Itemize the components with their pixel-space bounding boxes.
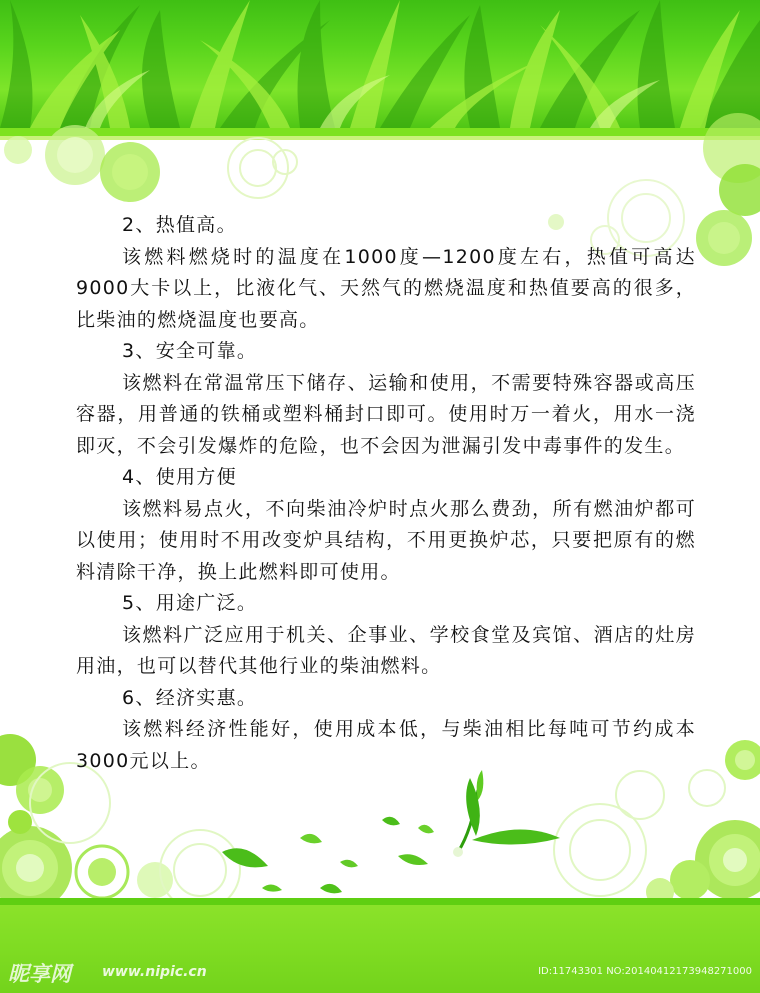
- watermark-url[interactable]: www.nipic.cn: [102, 964, 207, 980]
- watermark-brand: 昵享网: [8, 962, 71, 986]
- section-heading: 2、热值高。: [122, 214, 237, 236]
- section-body: 该燃料广泛应用于机关、企事业、学校食堂及宾馆、酒店的灶房用油，也可以替代其他行业的柴油燃料。: [76, 623, 696, 677]
- section-heading: 6、经济实惠。: [122, 686, 258, 709]
- leaf-icon: [222, 817, 434, 894]
- sprout-icon: [453, 770, 560, 857]
- section-heading: 4、使用方便: [122, 466, 237, 488]
- section-heading: 5、用途广泛。: [122, 592, 258, 614]
- section-body: 该燃料在常温常压下储存、运输和使用，不需要特殊容器或高压容器，用普通的铁桶或塑料桶封口即可。使用时万一着火，用水一浇即灭，不会引发爆炸的危险，也不会因为泄漏引发中毒事件的发生。: [76, 371, 696, 457]
- image-id-label: ID:11743301 NO:20140412173948271000: [538, 966, 752, 977]
- section-body: 该燃料经济性能好，使用成本低，与柴油相比每吨可节约成本3000元以上。: [76, 718, 696, 772]
- article-content: [76, 210, 696, 777]
- section-body: 该燃料燃烧时的温度在1000度—1200度左右，热值可高达9000大卡以上，比液化气、天然气的燃烧温度和热值要高的很多，比柴油的燃烧温度也要高。: [76, 245, 696, 331]
- bottom-divider: [0, 898, 760, 905]
- section-heading: 3、安全可靠。: [122, 340, 258, 362]
- section-body: 该燃料易点火，不向柴油冷炉时点火那么费劲，所有燃油炉都可以使用；使用时不用改变炉具结构，不用更换炉芯，只要把原有的燃料清除干净，换上此燃料即可使用。: [76, 497, 696, 583]
